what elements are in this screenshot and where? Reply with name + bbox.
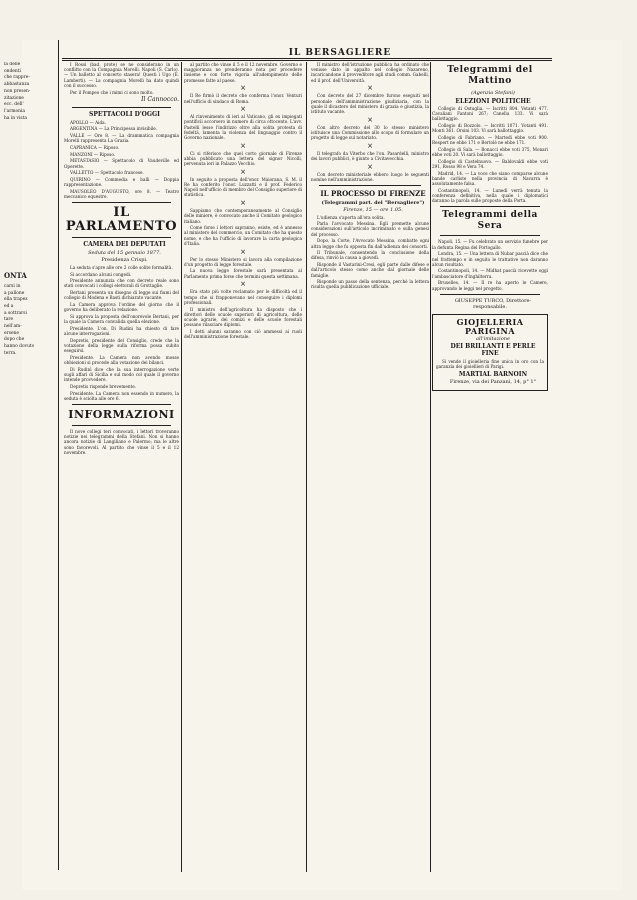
column-2 [184, 62, 302, 870]
article-paragraph: Dopo, la Corte, l'Avvocato Messina, combatte ogni altra legge che fu opposta fin dall'udienza dei consorti. [311, 238, 429, 249]
article-paragraph: Come forse i lettori sapranno, esiste, ed è annesso al ministero del commercio, un Comitato che ha questo nome, e che ha l'ufficio di lavorare la carta geologica d'Italia. [184, 225, 302, 246]
telegram-item: Collegio di Ostuglia. — Iscritti 804. Votanti 477. Cavaliani Fantoni 267; Canella 133. Vi sarà ballottaggio. [432, 106, 548, 122]
telegram-item: Londra, 15. — Una lettera di Nubar pascià dice che nel frattempo e in seguito le trattative non daranno alcun risultato. [432, 251, 548, 267]
section-cross: × [367, 84, 373, 93]
spettacolo-item: METASTASIO — Spettacolo di Vaudeville ed Operette. [64, 158, 179, 169]
separator [440, 294, 540, 295]
gerente-line: GIUSEPPE TURCO, Direttore-responsabile. [454, 297, 532, 310]
left-line: non presen- [4, 88, 31, 94]
informazioni-heading: INFORMAZIONI [68, 408, 175, 422]
section-cross: × [240, 199, 246, 208]
article-paragraph: La Camera approva l'ordine del giorno che il governo ha deliberato la relazione. [64, 302, 179, 313]
article-paragraph: Bertani presenta un disegno di legge sui fiumi del collegio di Modena e Basti dichiarato vacante. [64, 290, 179, 301]
left-line: la delle [4, 62, 21, 67]
article-paragraph: L'udienza s'aperta all'ora solita. [317, 214, 385, 220]
left-line: nell'am- [4, 324, 22, 330]
spettacolo-item: MANZONI — Riposo. [70, 151, 116, 157]
ad-text: Si vende il gioielleria fine unica in oro con la garanzia dei gioiellieri di Parigi. [436, 358, 544, 369]
advertisement [432, 314, 548, 391]
column-divider [58, 40, 59, 870]
article-paragraph: Ci si riferisce che quel corto giornale di Firenze abbia pubblicato una lettera del signor Nicolli, pervenuta ieri in Palazzo Vecchio. [184, 150, 302, 167]
left-line: ha in vista [4, 115, 27, 121]
section-cross: × [240, 247, 246, 256]
left-line: hanno dovuto [4, 344, 35, 350]
article-paragraph: I Rossi (bad. prote) se ne considerano in un conflitto con la Compagnia Morelli. Napoli (S. Carlo). — Un balletto al concerto stasera! Questi i Ugo (E. Lamberti). — La compagnia Morelli ha dato quindi con il successo. [64, 62, 179, 88]
column-3 [311, 62, 429, 870]
header-rule-2 [62, 60, 552, 61]
left-heading: ONTA [4, 270, 27, 280]
left-line: a sottrarsi [4, 310, 27, 316]
spettacolo-item: APOLLO — Aida. [70, 119, 106, 125]
separator [72, 107, 171, 108]
left-line: abbastanza [4, 82, 30, 88]
article-paragraph: Risponde il Vastarini-Cresi, egli parte dalle difese e dall'articolo stesso come anche dal giornale delle famiglie. [311, 262, 429, 278]
article-paragraph: Il ministro dell'agricoltura ha disposto che i direttori delle scuole superiori di agricoltura, delle scuole agrarie, dei comizi e delle scuole forestali possano rilasciare diplomi. [184, 306, 302, 328]
processo-heading: IL PROCESSO DI FIRENZE [320, 189, 426, 199]
article-paragraph: Sappiamo che contemporaneamente al Consiglio delle miniere, è convocato anche il Comitato geologico italiano. [184, 208, 302, 224]
camera-heading: CAMERA DEI DEPUTATI [83, 241, 166, 249]
section-cross: × [240, 280, 246, 289]
telegram-item: Napoli, 15. — Fu celebrato un servizio funebre per la defunta Regina del Portogallo. [432, 239, 548, 250]
seduta-date: Seduta del 15 gennaio 1877. [88, 249, 161, 256]
article-paragraph: Il telegrafo da Viterbo che l'on. Pasardelli, ministro dei lavori pubblici, è giunto a Civitavecchia. [311, 150, 429, 161]
article-paragraph: Per lo stesso Ministero si lavora alla compilazione d'un progetto di legge forestale. [184, 256, 302, 267]
masthead: IL BERSAGLIERE [288, 48, 392, 58]
section-cross: × [367, 141, 373, 150]
left-line: ecc. dell' [4, 102, 24, 108]
column-1 [64, 62, 179, 870]
section-cross: × [240, 84, 246, 93]
article-paragraph: La seduta s'apre alle ore 2 colle solite formalità. [70, 264, 173, 270]
article-paragraph: Il ministro dell'istruzione pubblica ha ordinato che venisse dato in appalto nel collegio Nazareno, incaricandone il provveditore agli studi comm. Gabelli, ed il prof. dell'Università. [311, 62, 429, 83]
left-line: ella trapez [4, 297, 28, 303]
telegram-item: Collegio di Castelnuovo. — Baldovaldi ebbe voti 291, Rosso 98 e Vera 74. [432, 158, 548, 170]
article-paragraph: Depretis risponde brevemente. [70, 383, 137, 389]
article-paragraph: Di Rudinì dice che la sua interrogazione verte sugli affari di Sicilia e sul modo col quale il governo intende provvedere. [64, 366, 179, 383]
spettacolo-item: ARGENTINA — La Principessa invisibile. [70, 126, 158, 132]
telegram-item: Costantinopoli, 14. — Midhat pascià ricevette oggi l'ambasciatore d'Inghilterra. [432, 268, 548, 279]
signature: Il Cannocco. [141, 96, 179, 104]
ad-name: MARTIAL BARNOIN [458, 370, 528, 378]
header-rule [62, 58, 552, 59]
section-cross: × [240, 141, 246, 150]
article-paragraph: Parla l'avvocato Messina. Egli premette alcune considerazioni sull'articolo incriminato e sulla genesi del processo. [311, 221, 429, 237]
left-line: che rappre- [4, 75, 30, 81]
left-line: carsi in [4, 283, 21, 289]
article-paragraph: Era stato più volte reclamato per le difficoltà ed il tempo che si frapponevano nel conseguire i diplomi professionali. [184, 289, 302, 305]
article-paragraph: Al rinvenimento di ieri al Vaticano, gli ex impiegati pontificii accorsero in numero di circa ottocento. L'avv. Pastelli lesse l'indirizzo oltre alla solita protesta di fedeltà, lamenta la violenza del linguaggio contro il Governo nazionale. [184, 114, 302, 141]
telegram-item: Costantinopoli, 14. — Lunedì verrà tenuta la conferenza definitiva, nella quale i diplomatici daranno la parola sulle proposte della Porta. [432, 187, 548, 204]
processo-date: Firenze, 15 — ore 1.05. [343, 207, 403, 214]
processo-subheading: (Telegrammi part. del "Bersagliere") [321, 199, 425, 206]
telegrammi-sera-heading: Telegrammi della Sera [442, 210, 538, 232]
ad-address: Firenze, via dei Panzani, 14, p° 1° [449, 379, 537, 386]
article-paragraph: Per il Pompeo che i mimi ci sono molto. [70, 89, 154, 95]
agency-note: (Agenzia Stefani) [471, 90, 515, 96]
article-paragraph: Con altro decreto del 30 lo stesso ministero istituisce una Commissione allo scopo di formulare un progetto di legge sul notariato. [311, 124, 429, 141]
spettacolo-item: VALLETTO — Spettacolo francese. [70, 170, 144, 176]
article-paragraph: al partito che vinse il 5 e il 12 novembre. Governo e maggioranza ne prenderanno nota per procedere insieme e con forte vigoria all'adempimento delle promesse fatte al paese. [184, 62, 302, 83]
spettacolo-item: MAUSOLEO D'AUGUSTO, ore 8. — Teatro meccanico equestre. [64, 188, 179, 200]
left-partial-column [4, 62, 48, 862]
article-paragraph: Il nove collegi teri convocati, i lettori troveranno notizie nei telegrammi della Stefani. Non si hanno ancora notizie di Langiliano e Palermo; ma le altre sono favorevoli. Al partito che vinse il 5 e il 12 novembre. [64, 429, 179, 455]
separator [319, 185, 421, 186]
article-paragraph: Depretis, presidente del Consiglio, crede che la votazione della legge sulla riforma possa subito eseguirsi. [64, 337, 179, 354]
article-paragraph: In seguito a proposta dell'onor. Maiorana, S. M. il Re ha conferito l'onor. Luzzatti e il prof. Federico Napoli nell'ufficio di membro del Consiglio superiore di statistica. [184, 176, 302, 198]
article-paragraph: Risponde un passo della sentenza, perchè la lettera risulta quella pubblicazione ufficiale. [311, 279, 429, 290]
section-cross: × [367, 115, 373, 124]
article-paragraph: Si approva la proposta dell'onorevole Bertani, per la quale la Camera convalida quella elezione. [64, 313, 179, 325]
spettacolo-item: QUIRINO — Commedia e balli — Doppia rappresentazione. [64, 177, 179, 188]
telegram-item: Madrid, 14. — La voce che siano comparse alcune bande carliste nella provincia di Navarra è assolutamente falsa. [432, 170, 548, 187]
spettacolo-item: VALLE — Ore 8. — La drammatica compagnia Morelli rappresenta La Grazia. [64, 133, 179, 144]
separator [72, 404, 171, 405]
article-paragraph: Presidente. La Camera non avendo mosse obbiezioni si procede alla votazione dei bilanci. [64, 354, 179, 366]
column-divider [306, 62, 307, 872]
article-paragraph: Il Re firmò il decreto che conferma l'onor. Venturi nell'ufficio di sindaco di Roma. [184, 93, 302, 104]
column-divider [430, 62, 431, 872]
separator [440, 235, 540, 236]
left-line: zitazione [4, 95, 24, 101]
left-line: dopo che [4, 337, 25, 343]
section-cross: × [240, 167, 246, 176]
article-paragraph: Con decreto ministeriale ebbero luogo le seguenti nomine nell'amministrazione. [311, 171, 429, 182]
separator [440, 206, 540, 207]
article-paragraph: Presidente. La Camera non essendo in numero, la seduta è sciolta alle ore 6. [64, 390, 179, 401]
article-paragraph: Presidente annunzia che con decreto reale sono stati convocati i collegi elettorali di Grottaglie. [64, 278, 179, 289]
telegram-item: Bruxelles, 14. — Il re ha aperto le Camere, approvando le leggi nel progetto. [432, 280, 548, 291]
ad-title: GIOJELLERIA PARIGINA [456, 316, 524, 336]
telegram-item: Collegio di Sala. — Bonacci ebbe voti 375, Monari ebbe voti 20. Vi sarà ballottaggio. [432, 146, 548, 158]
column-divider [181, 62, 182, 872]
spettacoli-heading: SPETTACOLI D'OGGI [89, 111, 160, 119]
ad-line: DEI BRILLANTI E PERLE FINE [450, 343, 536, 358]
ad-subtitle: all'imitazione [476, 335, 510, 342]
telegram-item: Collegio di Bozzolo. — Iscritti 1071. Votanti 491. Monti 361. Orsini 103. Vi sarà ballottaggio. [432, 123, 548, 134]
left-line: tare [4, 317, 14, 323]
left-line: ondenti [4, 68, 21, 74]
left-line: ed a [4, 303, 14, 309]
article-paragraph: La nuova legge forestale sarà presentata al Parlamento prima forse che termini questa settimana. [184, 268, 302, 279]
separator [72, 425, 171, 426]
section-cross: × [367, 162, 373, 171]
separator [72, 202, 171, 203]
parlamento-heading: IL PARLAMENTO [65, 205, 178, 235]
left-line: a pallone [4, 290, 25, 296]
left-line: terra. [4, 350, 17, 356]
separator [72, 237, 171, 238]
presidenza: Presidenza Crispi. [101, 257, 148, 264]
telegram-item: Collegio di Fabriano. — Martedì ebbe voti 900. Respert ne ebbe 171 e Bertolè ne ebbe 171. [432, 135, 548, 146]
article-paragraph: Presidente. L'on. Di Rudinì ha chiesto di fare alcune interrogazioni. [64, 325, 179, 337]
article-paragraph: Il Tribunale, consentendo la conclusione della difesa, rinviò la causa a giovedì. [311, 250, 429, 261]
article-paragraph: Con decreto del 27 dicembre furono eseguiti nel personale dell'amministrazione giudiziaria, con la quale il dicastero del ministero di grazia e giustizia, la istituto vacante. [311, 93, 429, 114]
column-4 [432, 62, 548, 870]
article-paragraph: Si accordano alcuni congedi. [70, 271, 132, 277]
telegrammi-mattino-heading: Telegrammi del Mattino [447, 65, 533, 86]
spettacolo-item: CAPRANICA — Riposo. [70, 145, 120, 151]
left-line: l'armonia [4, 108, 25, 114]
elezioni-heading: ELEZIONI POLITICHE [455, 97, 531, 105]
article-paragraph: I detti alunni saranno con ciò ammessi ai ruoli dell'amministrazione forestale. [184, 328, 302, 340]
left-line: ersene [4, 330, 19, 336]
section-cross: × [240, 105, 246, 114]
